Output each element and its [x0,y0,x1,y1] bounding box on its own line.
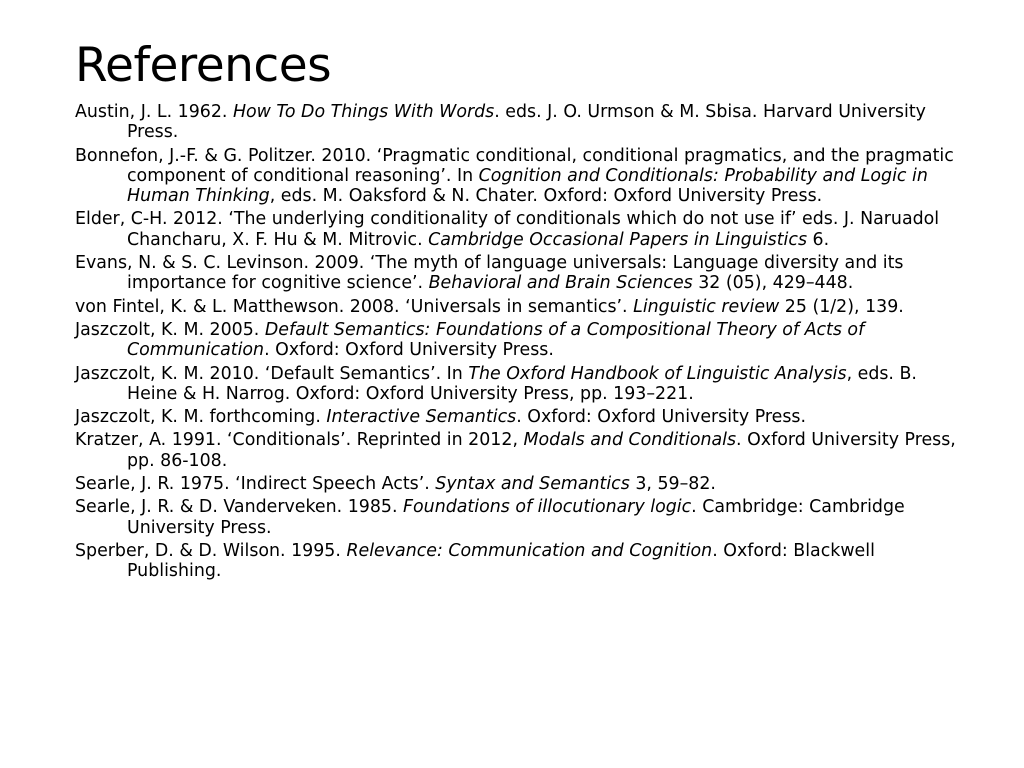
reference-entry [75,297,964,317]
reference-title-italic: Relevance: Communication and Cognition [346,540,713,561]
reference-title-italic: Behavioral and Brain Sciences [428,273,693,294]
reference-text: Elder, C-H. 2012. ‘The underlying conditionality of conditionals which do not use if’ eds. J. Naruadol Chancharu, X. F. Hu & M. Mitrovic. [75,209,940,250]
reference-text: Evans, N. & S. C. Levinson. 2009. ‘The myth of language universals: Language diversity and its importance for cognitive science’. [75,253,904,294]
reference-title-italic: How To Do Things With Words [232,102,495,122]
reference-entry [75,474,964,494]
reference-text: Searle, J. R. 1975. ‘Indirect Speech Acts’. [75,474,436,495]
reference-title-italic: Interactive Semantics [326,407,517,428]
reference-text: . Oxford University Press, pp. 86-108. [127,430,956,471]
reference-text: . Oxford: Oxford University Press. [264,340,554,361]
reference-text: 32 (05), 429–448. [692,273,854,294]
reference-title-italic: Cambridge Occasional Papers in Linguistics [428,229,807,250]
reference-entry [75,364,964,405]
reference-entry [75,407,964,427]
reference-entry [75,320,964,361]
reference-entry [75,102,964,143]
reference-text: Jaszczolt, K. M. 2010. ‘Default Semantics’. In [75,363,469,384]
reference-title-italic: Syntax and Semantics [435,474,630,495]
reference-entry [75,541,964,582]
reference-text: Jaszczolt, K. M. 2005. [75,319,265,340]
reference-text: 6. [807,229,830,250]
reference-title-italic: Default Semantics: Foundations of a Compositional Theory of Acts of Communication [127,319,865,361]
reference-text: Sperber, D. & D. Wilson. 1995. [75,540,347,561]
reference-entry [75,497,964,538]
reference-text: . eds. J. O. Urmson & M. Sbisa. Harvard University Press. [127,102,926,143]
reference-title-italic: Modals and Conditionals [523,430,737,451]
reference-title-italic: The Oxford Handbook of Linguistic Analysis [468,363,847,384]
reference-text: Searle, J. R. & D. Vanderveken. 1985. [75,497,404,518]
reference-text: . Cambridge: Cambridge University Press. [127,497,905,538]
slide-title: References [75,38,332,93]
reference-list [75,102,964,582]
reference-text: 25 (1/2), 139. [779,296,904,317]
reference-text: Jaszczolt, K. M. forthcoming. [75,407,327,428]
reference-text: , eds. M. Oaksford & N. Chater. Oxford: Oxford University Press. [269,186,823,207]
reference-text: 3, 59–82. [629,474,716,495]
reference-entry [75,253,964,294]
reference-text: Austin, J. L. 1962. [75,102,233,122]
reference-title-italic: Foundations of illocutionary logic [403,497,692,518]
reference-entry [75,146,964,207]
reference-entry [75,209,964,250]
reference-title-italic: Linguistic review [633,296,780,317]
reference-text: , eds. B. Heine & H. Narrog. Oxford: Oxford University Press, pp. 193–221. [127,363,917,404]
reference-text: . Oxford: Oxford University Press. [516,407,806,428]
reference-text: Kratzer, A. 1991. ‘Conditionals’. Reprinted in 2012, [75,430,524,451]
reference-text: von Fintel, K. & L. Matthewson. 2008. ‘Universals in semantics’. [75,296,634,317]
reference-title-italic: Cognition and Conditionals: Probability and Logic in Human Thinking [127,165,928,207]
reference-text: Bonnefon, J.-F. & G. Politzer. 2010. ‘Pragmatic conditional, conditional pragmatics, and the pragmatic component of conditional reasoning’. In [75,145,954,186]
reference-text: . Oxford: Blackwell Publishing. [127,540,875,582]
reference-entry [75,430,964,471]
